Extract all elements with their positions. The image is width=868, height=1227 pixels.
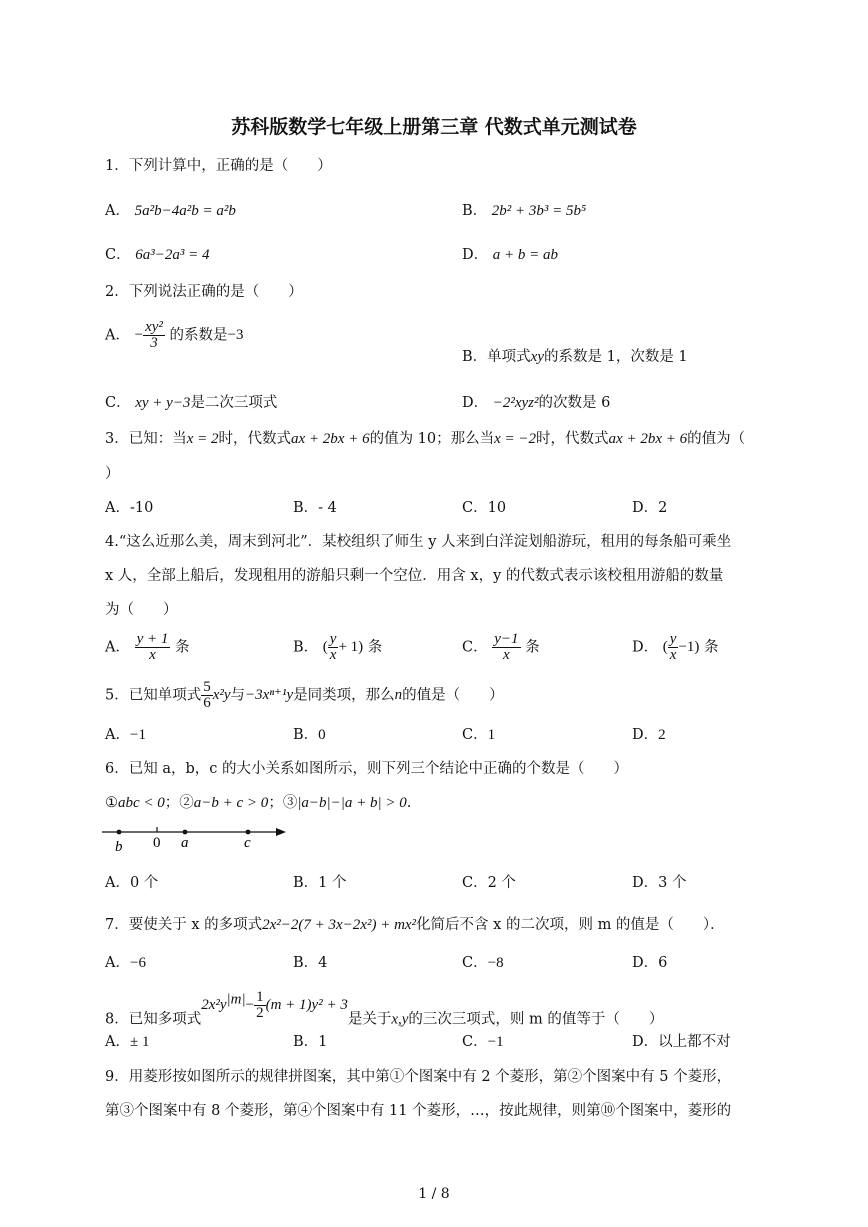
q7-option-c[interactable]: C．−8 xyxy=(462,955,504,971)
q1-option-b[interactable] xyxy=(462,204,586,219)
q5-option-c[interactable]: C．1 xyxy=(462,727,496,743)
q6-number-line xyxy=(100,822,290,858)
q2-stem: 2．下列说法正确的是（ ） xyxy=(105,284,303,300)
q6-option-d[interactable]: D．3 个 xyxy=(632,875,687,891)
q1-c-label: C． xyxy=(105,247,131,263)
q2-b-label: B． xyxy=(462,349,488,365)
q3-stem-line2: ） xyxy=(105,466,120,482)
q8-option-c[interactable]: C．−1 xyxy=(462,1034,504,1050)
label-zero: 0 xyxy=(153,835,161,851)
q1-b-expr: 2b² + 3b³ = 5b⁵ xyxy=(491,203,587,219)
number-line-arrow-icon xyxy=(276,828,286,836)
q4-d-fraction: $\frac{y}{x}$ xyxy=(669,631,677,663)
q7-option-b[interactable]: B．4 xyxy=(293,955,328,971)
label-c: c xyxy=(244,835,251,851)
q2-option-a[interactable]: A． − $\frac{\text{xy²}}{3}$ 的系数是−3 xyxy=(105,319,244,351)
point-a xyxy=(183,830,188,835)
q1-option-c[interactable] xyxy=(105,248,209,263)
q3-stem: 3．已知：当x = 2时，代数式ax + 2bx + 6的值为 10；那么当x = −2时，代数式ax + 2bx + 6的值为（ xyxy=(105,431,746,447)
q4-b-fraction: $\frac{y}{x}$ xyxy=(329,631,337,663)
q8-option-d[interactable]: D．以上都不对 xyxy=(632,1034,731,1050)
q8-option-b[interactable]: B．1 xyxy=(293,1034,328,1050)
page-number: 1 / 8 xyxy=(418,1186,450,1202)
q4-a-label: A． xyxy=(105,639,130,656)
q1-stem: 1．下列计算中，正确的是（ ） xyxy=(105,158,332,174)
q2-c-text: 是二次三项式 xyxy=(190,395,278,411)
q4-b-unit: 条 xyxy=(367,639,383,656)
q4-stem-line2: x 人，全部上船后，发现租用的游船只剩一个空位．用含 x，y 的代数式表示该校租用游船的数量 xyxy=(105,568,724,584)
q5-stem: 5．已知单项式 $\frac{5}{6}$ x²y与−3xⁿ⁺¹y是同类项，那么n的值是（ ） xyxy=(105,679,504,711)
q8-fraction: $\frac{1}{2}$ xyxy=(256,989,264,1021)
q1-c-expr: 6a³−2a³ = 4 xyxy=(135,247,210,263)
q5-option-b[interactable]: B．0 xyxy=(293,727,326,743)
q6-stem: 6．已知 a，b，c 的大小关系如图所示，则下列三个结论中正确的个数是（ ） xyxy=(105,761,628,777)
q2-b-text: 的系数是 1，次数是 1 xyxy=(543,349,688,365)
q2-b-expr: xy xyxy=(530,349,544,365)
q2-c-label: C． xyxy=(105,395,131,411)
q4-stem-line1: 4.“这么近那么美，周末到河北”．某校组织了师生 y 人来到白洋淀划船游玩，租用的每条船可乘坐 xyxy=(105,534,732,550)
q2-option-d[interactable] xyxy=(462,396,610,411)
q2-option-c[interactable] xyxy=(105,396,277,411)
q4-option-a[interactable] xyxy=(105,632,189,663)
label-a: a xyxy=(181,835,189,851)
q8-option-a[interactable]: A．± 1 xyxy=(105,1034,150,1050)
q5-option-a[interactable]: A．−1 xyxy=(105,727,146,743)
q6-option-c[interactable]: C．2 个 xyxy=(462,875,516,891)
q4-c-label: C． xyxy=(462,639,488,656)
q1-d-label: D． xyxy=(462,247,489,263)
q1-d-expr: a + b = ab xyxy=(492,247,558,263)
q7-stem: 7．要使关于 x 的多项式2x²−2(7 + 3x−2x²) + mx²化简后不含 x 的二次项，则 m 的值是（ ）． xyxy=(105,917,725,933)
q6-option-b[interactable]: B．1 个 xyxy=(293,875,347,891)
q2-a-value: −3 xyxy=(227,327,244,343)
q7-option-a[interactable]: A．−6 xyxy=(105,955,146,971)
q4-d-label: D． xyxy=(632,639,659,656)
q2-c-expr: xy + y−3 xyxy=(135,395,191,411)
q4-c-fraction: $\frac{y-1}{x}$ xyxy=(494,631,519,663)
q4-option-c[interactable] xyxy=(462,632,540,663)
q4-stem-line3: 为（ ） xyxy=(105,602,178,618)
q9-stem-line1: 9．用菱形按如图所示的规律拼图案，其中第①个图案中有 2 个菱形，第②个图案中有 5 个菱形， xyxy=(105,1069,732,1085)
q3-option-d[interactable]: D．2 xyxy=(632,500,668,516)
q2-d-label: D． xyxy=(462,395,489,411)
q2-a-text: 的系数是 xyxy=(169,327,228,344)
q5-option-d[interactable]: D．2 xyxy=(632,727,666,743)
q3-option-a[interactable]: A．-10 xyxy=(105,500,154,516)
point-c xyxy=(246,830,251,835)
q6-conclusions: ①abc < 0；②a−b + c > 0；③|a−b|−|a + b| > 0. xyxy=(105,795,412,811)
q3-option-b[interactable]: B．- 4 xyxy=(293,500,337,516)
q4-a-fraction: $\frac{y + 1}{x}$ xyxy=(136,631,169,663)
q2-option-b[interactable] xyxy=(462,350,688,365)
q2-d-expr: −2²xyz² xyxy=(492,395,539,411)
q1-a-expr: 5a²b−4a²b = a²b xyxy=(134,203,236,219)
label-b: b xyxy=(115,839,123,855)
q4-b-label: B． xyxy=(293,639,319,656)
q1-option-d[interactable] xyxy=(462,248,558,263)
q4-d-unit: 条 xyxy=(704,639,719,656)
q2-b-pre: 单项式 xyxy=(487,349,531,365)
q2-a-fraction: $\frac{\text{xy²}}{3}$ xyxy=(145,319,163,351)
q4-option-b[interactable]: B． ( $\frac{y}{x}$ + 1) 条 xyxy=(293,631,383,663)
q1-option-a[interactable] xyxy=(105,204,236,219)
q7-option-d[interactable]: D．6 xyxy=(632,955,668,971)
q4-a-unit: 条 xyxy=(174,639,190,656)
q8-stem: 8．已知多项式$2x^2y^{|m|}-$ $\frac{1}{2}$ (m + 1)y² + 3是关于x,y的三次三项式，则 m 的值等于（ ） xyxy=(105,989,664,1028)
page-title: 苏科版数学七年级上册第三章 代数式单元测试卷 xyxy=(231,116,637,138)
q2-d-text: 的次数是 6 xyxy=(538,395,611,411)
q2-a-label: A． xyxy=(105,327,130,344)
q5-coef-fraction: $\frac{5}{6}$ xyxy=(203,679,211,711)
q6-option-a[interactable]: A．0 个 xyxy=(105,875,159,891)
q3-option-c[interactable]: C．10 xyxy=(462,500,507,516)
point-b xyxy=(117,830,122,835)
q4-c-unit: 条 xyxy=(525,639,540,656)
q9-stem-line2: 第③个图案中有 8 个菱形，第④个图案中有 11 个菱形，…，按此规律，则第⑩个图案中，菱形的 xyxy=(105,1103,732,1119)
q1-a-label: A． xyxy=(105,203,130,219)
q1-b-label: B． xyxy=(462,203,488,219)
q4-option-d[interactable]: D． ( $\frac{y}{x}$ −1) 条 xyxy=(632,631,719,663)
